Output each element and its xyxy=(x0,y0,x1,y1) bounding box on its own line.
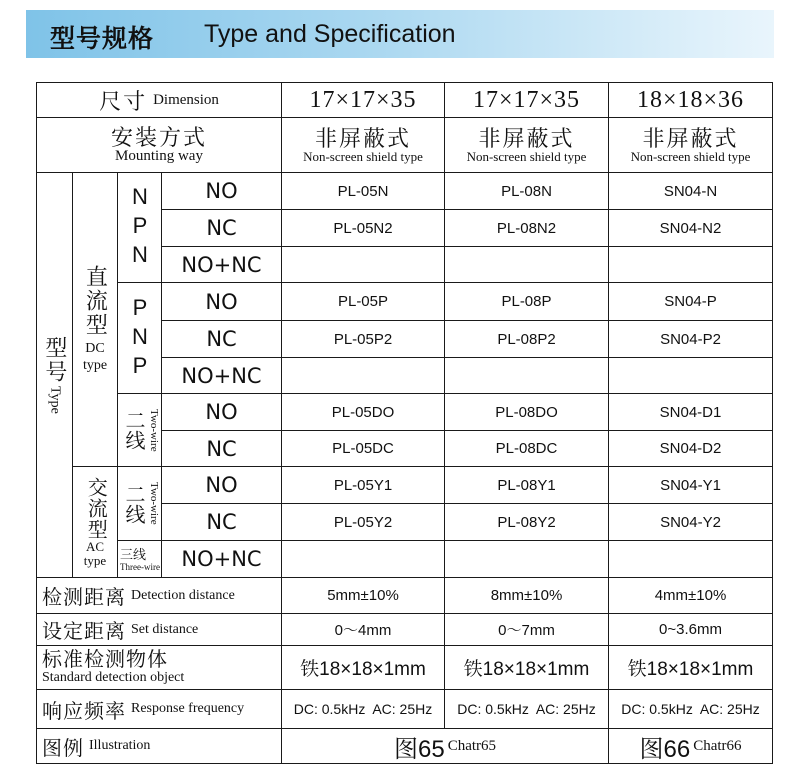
illustration-label-cn: 图例 xyxy=(42,737,84,760)
output-type-cell: NO+NC xyxy=(161,357,282,394)
mounting-col-1-cn: 非屏蔽式 xyxy=(314,125,411,151)
illustration-fig-65 xyxy=(281,728,609,764)
model-cell: PL-05N xyxy=(281,172,445,210)
dimension-label xyxy=(36,82,282,118)
mounting-col-2-cn: 非屏蔽式 xyxy=(478,125,575,151)
model-cell: PL-05N2 xyxy=(281,209,445,247)
ac-two-wire-cn: 二线 xyxy=(122,483,144,524)
standard-label-cn: 标准检测物体 xyxy=(42,648,168,671)
mounting-label-en: Mounting way xyxy=(115,147,203,164)
dc-type-label-cn: 直流型 xyxy=(83,264,109,337)
model-cell xyxy=(281,246,445,283)
fig-66-cn: 图66 xyxy=(639,735,691,763)
mounting-col-2 xyxy=(444,117,609,173)
npn-label xyxy=(117,172,162,283)
dimension-label-cn: 尺寸 xyxy=(99,88,148,114)
dimension-col-2: 17×17×35 xyxy=(444,82,609,118)
model-cell: SN04-Y2 xyxy=(608,503,773,541)
model-cell xyxy=(281,540,445,578)
mounting-col-3-en: Non-screen shield type xyxy=(630,148,751,164)
model-cell: PL-05P2 xyxy=(281,320,445,358)
mounting-col-3-cn: 非屏蔽式 xyxy=(642,125,739,151)
model-cell: PL-08DO xyxy=(444,393,609,431)
model-cell: PL-08DC xyxy=(444,430,609,467)
output-type-cell: NO xyxy=(161,172,282,210)
dc-type-label xyxy=(72,172,118,467)
ac-two-wire-en: Two-wire xyxy=(148,482,160,525)
setdist-label xyxy=(36,613,282,646)
npn-label-text: NPN xyxy=(127,184,153,271)
model-cell: PL-08N xyxy=(444,172,609,210)
standard-label xyxy=(36,645,282,690)
response-label-cn: 响应频率 xyxy=(42,700,126,723)
pnp-label-text: PNP xyxy=(127,294,153,382)
fig-66-en: Chatr66 xyxy=(693,737,742,754)
ac-three-wire-en xyxy=(120,563,160,572)
model-cell: SN04-P xyxy=(608,282,773,321)
model-cell: PL-08Y1 xyxy=(444,466,609,504)
dc-two-wire-label xyxy=(117,393,162,467)
mounting-label-cn: 安装方式 xyxy=(110,124,207,150)
model-cell: SN04-P2 xyxy=(608,320,773,358)
model-cell: PL-08P2 xyxy=(444,320,609,358)
standard-val-2: 铁18×18×1mm xyxy=(444,645,609,690)
model-cell: SN04-N2 xyxy=(608,209,773,247)
mounting-col-1-en: Non-screen shield type xyxy=(303,148,423,164)
illustration-label-en: Illustration xyxy=(89,738,151,753)
model-cell xyxy=(444,540,609,578)
detection-label-cn: 检测距离 xyxy=(42,587,126,609)
standard-val-1: 铁18×18×1mm xyxy=(281,645,445,690)
title-cn: 型号规格 xyxy=(50,24,155,53)
model-cell xyxy=(608,357,773,394)
model-cell: SN04-N xyxy=(608,172,773,210)
dc-two-wire-en: Two-wire xyxy=(148,408,160,452)
setdist-val-3: 0~3.6mm xyxy=(608,613,773,646)
model-cell xyxy=(608,540,773,578)
model-cell: PL-08P xyxy=(444,282,609,321)
response-val-3: DC: 0.5kHz AC: 25Hz xyxy=(608,689,773,729)
model-cell: PL-05DO xyxy=(281,393,445,431)
type-group-label xyxy=(36,172,73,578)
model-cell xyxy=(444,357,609,394)
output-type-cell: NC xyxy=(161,320,282,358)
model-cell: PL-08Y2 xyxy=(444,503,609,541)
dimension-label-en: Dimension xyxy=(153,91,219,108)
model-cell: PL-08N2 xyxy=(444,209,609,247)
type-label-cn: 型号 xyxy=(42,336,68,385)
detection-label-en: Detection distance xyxy=(131,587,235,603)
ac-two-wire-label xyxy=(117,466,162,541)
output-type-cell: NC xyxy=(161,503,282,541)
mounting-col-1 xyxy=(281,117,445,173)
output-type-cell: NO+NC xyxy=(161,540,282,578)
output-type-cell: NC xyxy=(161,430,282,467)
mounting-col-3 xyxy=(608,117,773,173)
illustration-fig-66 xyxy=(608,728,773,764)
model-cell xyxy=(444,246,609,283)
response-label xyxy=(36,689,282,729)
model-cell: SN04-D1 xyxy=(608,393,773,431)
title-en: Type and Specification xyxy=(204,20,456,48)
setdist-label-en: Set distance xyxy=(131,621,199,637)
fig-65-cn: 图65 xyxy=(393,735,445,763)
ac-three-wire-cn: 三线 xyxy=(120,546,147,562)
response-val-1: DC: 0.5kHz AC: 25Hz xyxy=(281,689,445,729)
model-cell: PL-05Y1 xyxy=(281,466,445,504)
setdist-val-2: 0～7mm xyxy=(444,613,609,646)
response-label-en: Response frequency xyxy=(131,701,245,716)
ac-three-wire-en1: Three xyxy=(120,561,141,572)
detection-val-2: 8mm±10% xyxy=(444,577,609,614)
ac-type-label xyxy=(72,466,118,578)
model-cell xyxy=(281,357,445,394)
setdist-label-cn: 设定距离 xyxy=(42,621,126,643)
setdist-val-1: 0～4mm xyxy=(281,613,445,646)
model-cell: PL-05Y2 xyxy=(281,503,445,541)
output-type-cell: NO xyxy=(161,282,282,321)
standard-val-3: 铁18×18×1mm xyxy=(608,645,773,690)
dimension-col-1: 17×17×35 xyxy=(281,82,445,118)
fig-65-en: Chatr65 xyxy=(447,737,497,754)
model-cell: PL-05P xyxy=(281,282,445,321)
mounting-col-2-en: Non-screen shield type xyxy=(466,148,587,164)
detection-label xyxy=(36,577,282,614)
ac-type-label-cn: 交流型 xyxy=(84,476,107,540)
title-banner xyxy=(26,10,774,58)
ac-three-wire-en2: -wire xyxy=(140,561,160,572)
output-type-cell: NO xyxy=(161,466,282,504)
mounting-label xyxy=(36,117,282,173)
dc-type-label-en: DC type xyxy=(82,340,108,373)
illustration-label xyxy=(36,728,282,764)
ac-three-wire-label xyxy=(117,540,162,578)
model-cell xyxy=(608,246,773,283)
output-type-cell: NO xyxy=(161,393,282,431)
output-type-cell: NC xyxy=(161,209,282,247)
pnp-label xyxy=(117,282,162,394)
output-type-cell: NO+NC xyxy=(161,246,282,283)
standard-label-en: Standard detection object xyxy=(42,669,185,685)
type-label-en: Type xyxy=(47,386,63,414)
model-cell: PL-05DC xyxy=(281,430,445,467)
response-val-2: DC: 0.5kHz AC: 25Hz xyxy=(444,689,609,729)
dimension-col-3: 18×18×36 xyxy=(608,82,773,118)
detection-val-1: 5mm±10% xyxy=(281,577,445,614)
dc-two-wire-cn: 二线 xyxy=(122,410,144,450)
detection-val-3: 4mm±10% xyxy=(608,577,773,614)
model-cell: SN04-Y1 xyxy=(608,466,773,504)
model-cell: SN04-D2 xyxy=(608,430,773,467)
ac-type-label-en: AC type xyxy=(83,538,107,568)
